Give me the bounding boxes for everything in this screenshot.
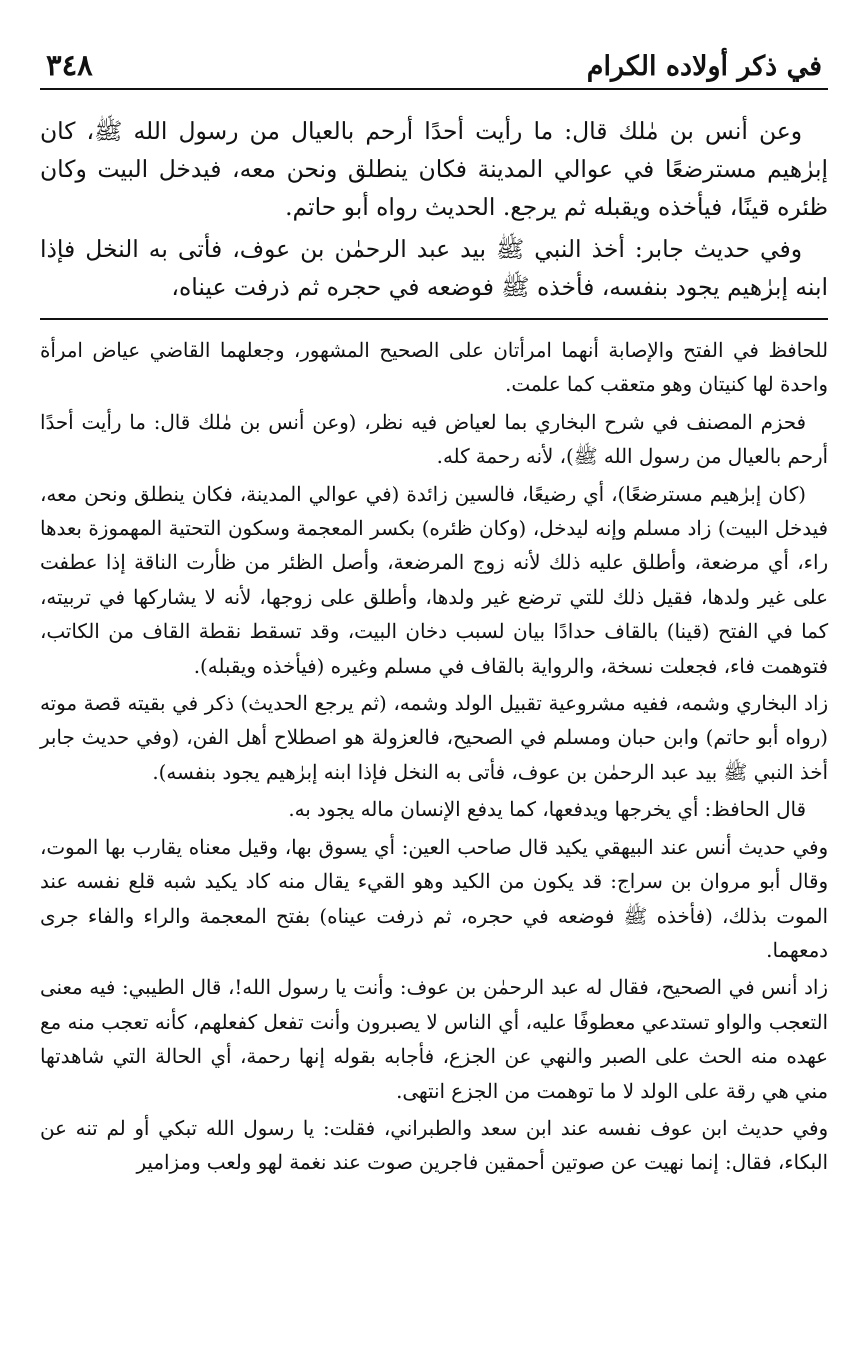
commentary-paragraph: فحزم المصنف في شرح البخاري بما لعياض فيه نظر، (وعن أنس بن مٰلك قال: ما رأيت أحدًا أرحم بالعيال من رسول الله ﷺ)، لأنه رحمة كله. — [40, 410, 828, 469]
main-paragraph: وفي حديث جابر: أخذ النبي ﷺ بيد عبد الرحمٰن بن عوف، فأتى به النخل فإذا ابنه إبرٰهيم يجود بنفسه، فأخذه ﷺ فوضعه في حجره ثم ذرفت عيناه، — [40, 235, 828, 301]
main-paragraph: وعن أنس بن مٰلك قال: ما رأيت أحدًا أرحم بالعيال من رسول الله ﷺ، كان إبرٰهيم مسترضعًا في عوالي المدينة فكان ينطلق ونحن معه، فيدخل البيت وكان ظئره قينًا، فيأخذه ويقبله ثم يرجع. الحديث رواه أبو حاتم. — [40, 117, 828, 221]
commentary-paragraph: زاد البخاري وشمه، ففيه مشروعية تقبيل الولد وشمه، (ثم يرجع الحديث) ذكر في بقيته قصة موته (رواه أبو حاتم) وابن حبان ومسلم في الصحيح، فالعزولة هو اصطلاح أهل الفن، (وفي حديث جابر أخذ النبي ﷺ بيد عبد الرحمٰن بن عوف، فأتى به النخل فإذا ابنه إبرٰهيم يجود بنفسه). — [40, 692, 828, 784]
commentary-paragraph: قال الحافظ: أي يخرجها ويدفعها، كما يدفع الإنسان ماله يجود به. — [288, 798, 806, 822]
commentary-paragraph: وفي حديث أنس عند البيهقي يكيد قال صاحب العين: أي يسوق بها، وقيل معناه يقارب بها الموت، وقال أبو مروان بن سراج: قد يكون من الكيد وهو القيء يقال منه كاد يكيد شبه قلع نفسه عند الموت بذلك، (فأخذه ﷺ فوضعه في حجره، ثم ذرفت عيناه) بفتح المعجمة والراء والفاء جرى دمعهما. — [40, 835, 828, 962]
commentary-paragraph: وفي حديث ابن عوف نفسه عند ابن سعد والطبراني، فقلت: يا رسول الله تبكي أو لم تنه عن البكاء، فقال: إنما نهيت عن صوتين أحمقين فاجرين صوت عند نغمة لهو ولعب ومزامير — [40, 1116, 828, 1175]
page-header — [40, 44, 828, 90]
section-divider — [40, 318, 828, 320]
commentary-paragraph: للحافظ في الفتح والإصابة أنهما امرأتان على الصحيح المشهور، وجعلهما القاضي عياض امرأة واحدة لها كنيتان وهو متعقب كما علمت. — [40, 339, 828, 397]
running-title: في ذكر أولاده الكرام — [586, 51, 822, 82]
page-number: ٣٤٨ — [46, 48, 93, 82]
commentary-paragraph: (كان إبرٰهيم مسترضعًا)، أي رضيعًا، فالسين زائدة (في عوالي المدينة، فكان ينطلق ونحن معه، فيدخل البيت) زاد مسلم وإنه ليدخل، (وكان ظئره) بكسر المعجمة وسكون التحتية المهموزة بعدها راء، أي مرضعة، وأطلق عليه ذلك لأنه زوج المرضعة، وأصل الظئر من ظأرت الناقة إذا عطفت على غير ولدها، فقيل ذلك للتي ترضع غير ولدها، وأطلق على زوجها، لأنه لا يشاركها في تربيته، كما في الفتح (قينا) بالقاف حدادًا بيان لسبب دخان البيت، وقد تسقط نقطة القاف من الكاتب، فتوهمت فاء، فجعلت نسخة، والرواية بالقاف في مسلم وغيره (فيأخذه ويقبله). — [40, 482, 828, 678]
commentary-paragraph: زاد أنس في الصحيح، فقال له عبد الرحمٰن بن عوف: وأنت يا رسول الله!، قال الطيبي: فيه معنى التعجب والواو تستدعي معطوفًا عليه، أي الناس لا يصبرون وأنت تفعل كفعلهم، كأنه تعجب منه مع عهده منه الحث على الصبر والنهي عن الجزع، فأجابه بقوله إنها رحمة، أي الحالة التي شاهدتها مني هي رقة على الولد لا ما توهمت من الجزع انتهى. — [40, 976, 828, 1103]
commentary — [40, 334, 828, 1181]
main-text — [40, 112, 828, 306]
